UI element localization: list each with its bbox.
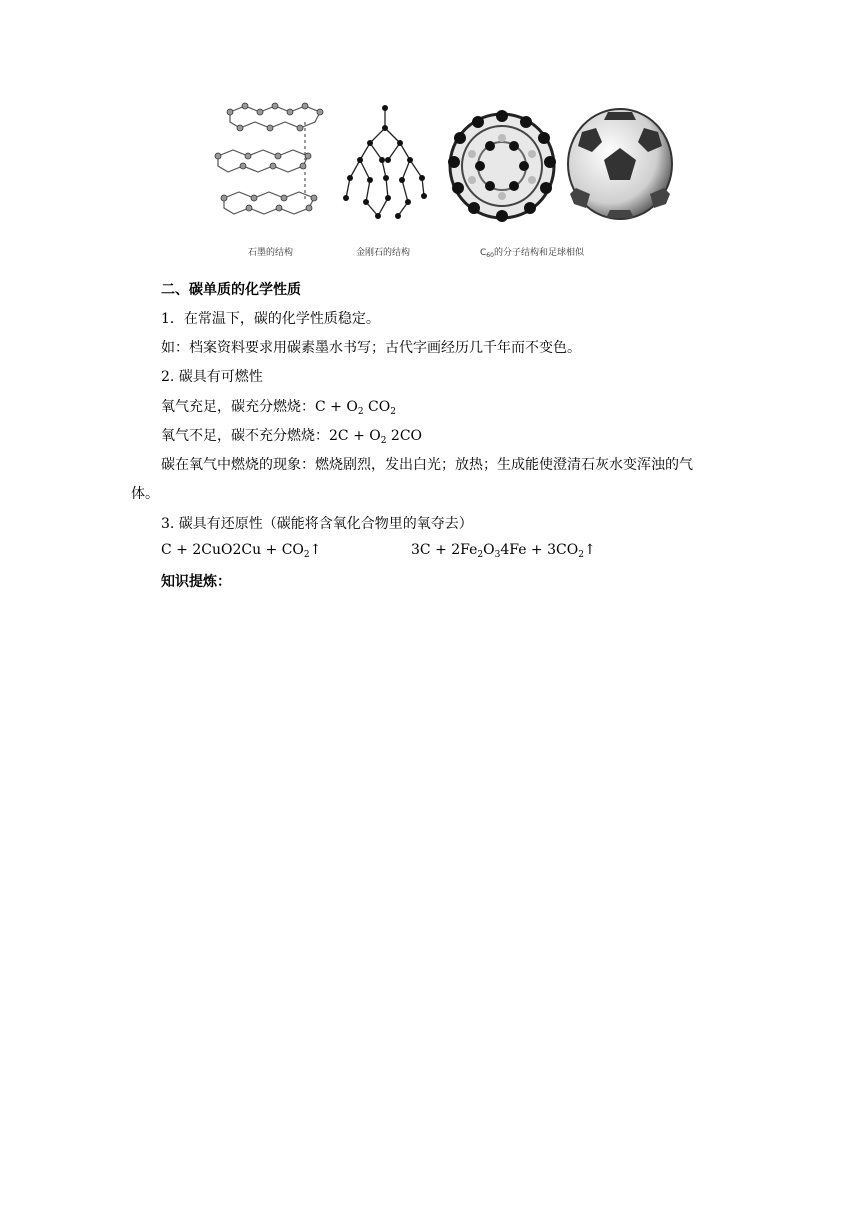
equation-full-combustion: 氧气充足，碳充分燃烧：$C + O_2$ $CO_2$ bbox=[161, 399, 396, 417]
diamond-structure-image bbox=[343, 105, 427, 219]
paragraph-stability: 1．在常温下，碳的化学性质稳定。 bbox=[161, 311, 380, 327]
equations-row bbox=[0, 542, 860, 558]
graphite-structure-image bbox=[215, 103, 323, 214]
graphite-caption: 石墨的结构 bbox=[248, 248, 294, 258]
c60-caption: $C_{60}$的分子结构和足球相似 bbox=[480, 248, 584, 259]
paragraph-phenomenon-line1: 碳在氧气中燃烧的现象：燃烧剧烈，发出白光；放热；生成能使澄清石灰水变浑浊的气 bbox=[161, 457, 693, 473]
carbon-allotropes-figure bbox=[210, 98, 690, 268]
allotropes-svg bbox=[210, 98, 690, 268]
paragraph-flammability: 2. 碳具有可燃性 bbox=[161, 369, 263, 385]
equation-fe2o3-reduction: $3C + 2Fe_2O_34Fe$ + $3CO_2↑$ bbox=[411, 542, 596, 560]
equation-cuo-reduction: $C + 2CuO2Cu + CO_2↑$ bbox=[161, 542, 322, 560]
c60-structure-image bbox=[448, 110, 556, 222]
paragraph-phenomenon-line2: 体。 bbox=[131, 486, 159, 502]
section-title: 二、碳单质的化学性质 bbox=[161, 282, 301, 298]
diamond-caption: 金刚石的结构 bbox=[356, 248, 411, 258]
summary-label: 知识提炼： bbox=[161, 574, 231, 590]
paragraph-example: 如：档案资料要求用碳素墨水书写；古代字画经历几千年而不变色。 bbox=[161, 340, 581, 356]
soccer-ball-image bbox=[568, 109, 672, 219]
equation-partial-combustion: 氧气不足，碳不充分燃烧：$2C + O_2$ 2CO bbox=[161, 428, 423, 446]
paragraph-reducibility: 3. 碳具有还原性（碳能将含氧化合物里的氧夺去） bbox=[161, 516, 473, 532]
